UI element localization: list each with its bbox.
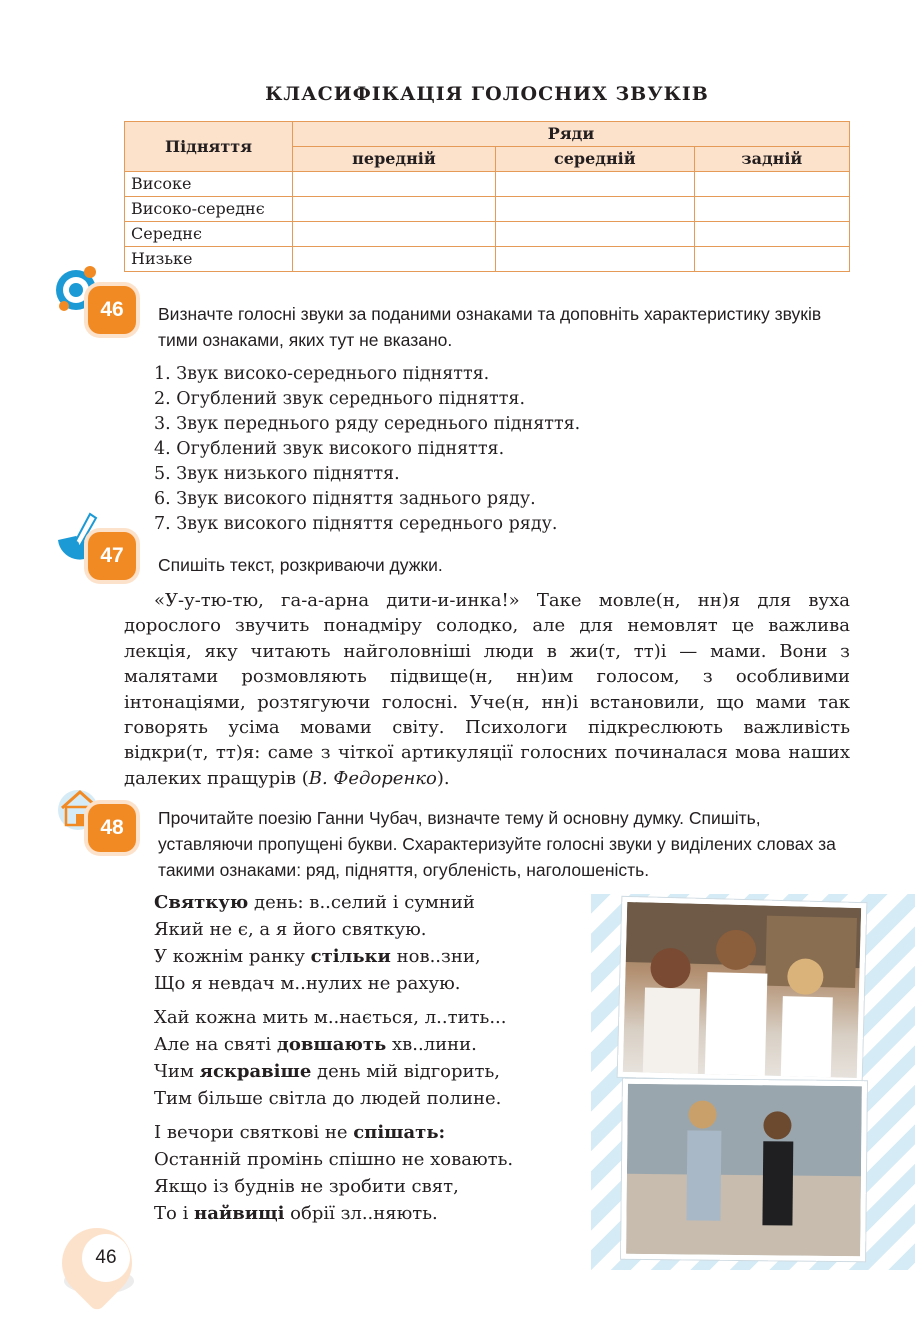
- task-46-badge: [54, 264, 136, 346]
- highlighted-word: яскравіше: [199, 1061, 312, 1082]
- poem-line: Якщо із буднів не зробити свят,: [154, 1176, 459, 1197]
- highlighted-word: найвищі: [194, 1203, 285, 1224]
- page-number: 46: [82, 1234, 130, 1282]
- column-header: задній: [694, 147, 849, 172]
- text-end: ).: [436, 767, 450, 789]
- group-header: Ряди: [293, 122, 850, 147]
- row-label: Високо-середнє: [125, 197, 293, 222]
- photo-teenagers-phones: [618, 897, 867, 1083]
- poem-line: Святкую день: в..селий і сумний: [154, 892, 475, 913]
- table-title: КЛАСИФІКАЦІЯ ГОЛОСНИХ ЗВУКІВ: [265, 83, 709, 105]
- list-item: 2. Огублений звук середнього підняття.: [154, 389, 526, 409]
- list-item: 4. Огублений звук високого підняття.: [154, 439, 505, 459]
- table-row: [125, 172, 850, 197]
- task-47-text: [124, 588, 850, 791]
- poem-line: Який не є, а я його святкую.: [154, 919, 427, 940]
- poem-stanza: [154, 1004, 594, 1112]
- row-label: Високе: [125, 172, 293, 197]
- poem-line: Хай кожна мить м..нається, л..тить...: [154, 1007, 507, 1028]
- highlighted-word: Святкую: [154, 892, 249, 913]
- task-47-instruction: Спишіть текст, розкриваючи дужки.: [158, 555, 443, 575]
- highlighted-word: спішать:: [353, 1122, 446, 1143]
- row-label: Середнє: [125, 222, 293, 247]
- author: В. Федоренко: [308, 767, 437, 789]
- column-header: середній: [495, 147, 694, 172]
- poem-line: Тим більше світла до людей полине.: [154, 1088, 502, 1109]
- photo-girls-holding-hands: [621, 1079, 867, 1262]
- highlighted-word: стільки: [310, 946, 391, 967]
- list-item: 5. Звук низького підняття.: [154, 464, 400, 484]
- list-item: 6. Звук високого підняття заднього ряду.: [154, 489, 536, 509]
- poem-line: У кожнім ранку стільки нов..зни,: [154, 946, 481, 967]
- task-46-instruction: Визначте голосні звуки за поданими ознаками та доповніть характеристику звуків тими ознаками, яких тут не вказано.: [158, 304, 822, 350]
- task-48-instruction: Прочитайте поезію Ганни Чубач, визначте тему й основну думку. Спишіть, уставляючи пропущені букви. Схарактеризуйте голосні звуки у виділених словах за такими ознаками: ряд, підняття, огубленість, наголошеність.: [158, 808, 836, 880]
- task-number: 47: [88, 532, 136, 580]
- vowel-classification-table: [124, 121, 850, 272]
- list-item: 7. Звук високого підняття середнього ряду.: [154, 514, 558, 534]
- table-row: [125, 222, 850, 247]
- text-body: «У-у-тю-тю, га-а-арна дити-и-инка!» Таке мовле(н, нн)я для вуха дорослого звучить понадміру солодко, але для немовлят це важлива лекція, яку читають найголовніші люди в жи(т, тт)і — мами. Вони з малятами розмовляють підвище(н, нн)им голосом, з особливими інтонаціями, розтягуючи голосні. Уче(н, нн)і встановили, що мами так говорять усіма мовами світу. Психологи підкреслюють важливість відкри(т, тт)я: саме з чіткої артикуляції голосних починалася мова наших далеких пращурів (: [124, 590, 850, 789]
- highlighted-word: довшають: [276, 1034, 387, 1055]
- list-item: 1. Звук високо-середнього підняття.: [154, 364, 490, 384]
- poem-stanza: [154, 889, 594, 997]
- task-47-badge: [54, 510, 136, 592]
- task-number: 48: [88, 804, 136, 852]
- table-row: [125, 197, 850, 222]
- poem-line: Що я невдач м..нулих не рахую.: [154, 973, 461, 994]
- poem-line: І вечори святкові не спішать:: [154, 1122, 446, 1143]
- task-46-list: [154, 362, 580, 537]
- task-number: 46: [88, 286, 136, 334]
- poem-line: То і найвищі обрії зл..няють.: [154, 1203, 438, 1224]
- poem-stanza: [154, 1119, 594, 1227]
- table-row: [125, 247, 850, 272]
- row-label: Низьке: [125, 247, 293, 272]
- task-48-badge: [54, 782, 136, 864]
- poem-line: Останній промінь спішно не ховають.: [154, 1149, 514, 1170]
- row-header: Підняття: [125, 122, 293, 172]
- column-header: передній: [293, 147, 496, 172]
- poem-line: Чим яскравіше день мій відгорить,: [154, 1061, 500, 1082]
- poem-line: Але на святі довшають хв..лини.: [154, 1034, 477, 1055]
- list-item: 3. Звук переднього ряду середнього підняття.: [154, 414, 581, 434]
- poem: [154, 889, 594, 1234]
